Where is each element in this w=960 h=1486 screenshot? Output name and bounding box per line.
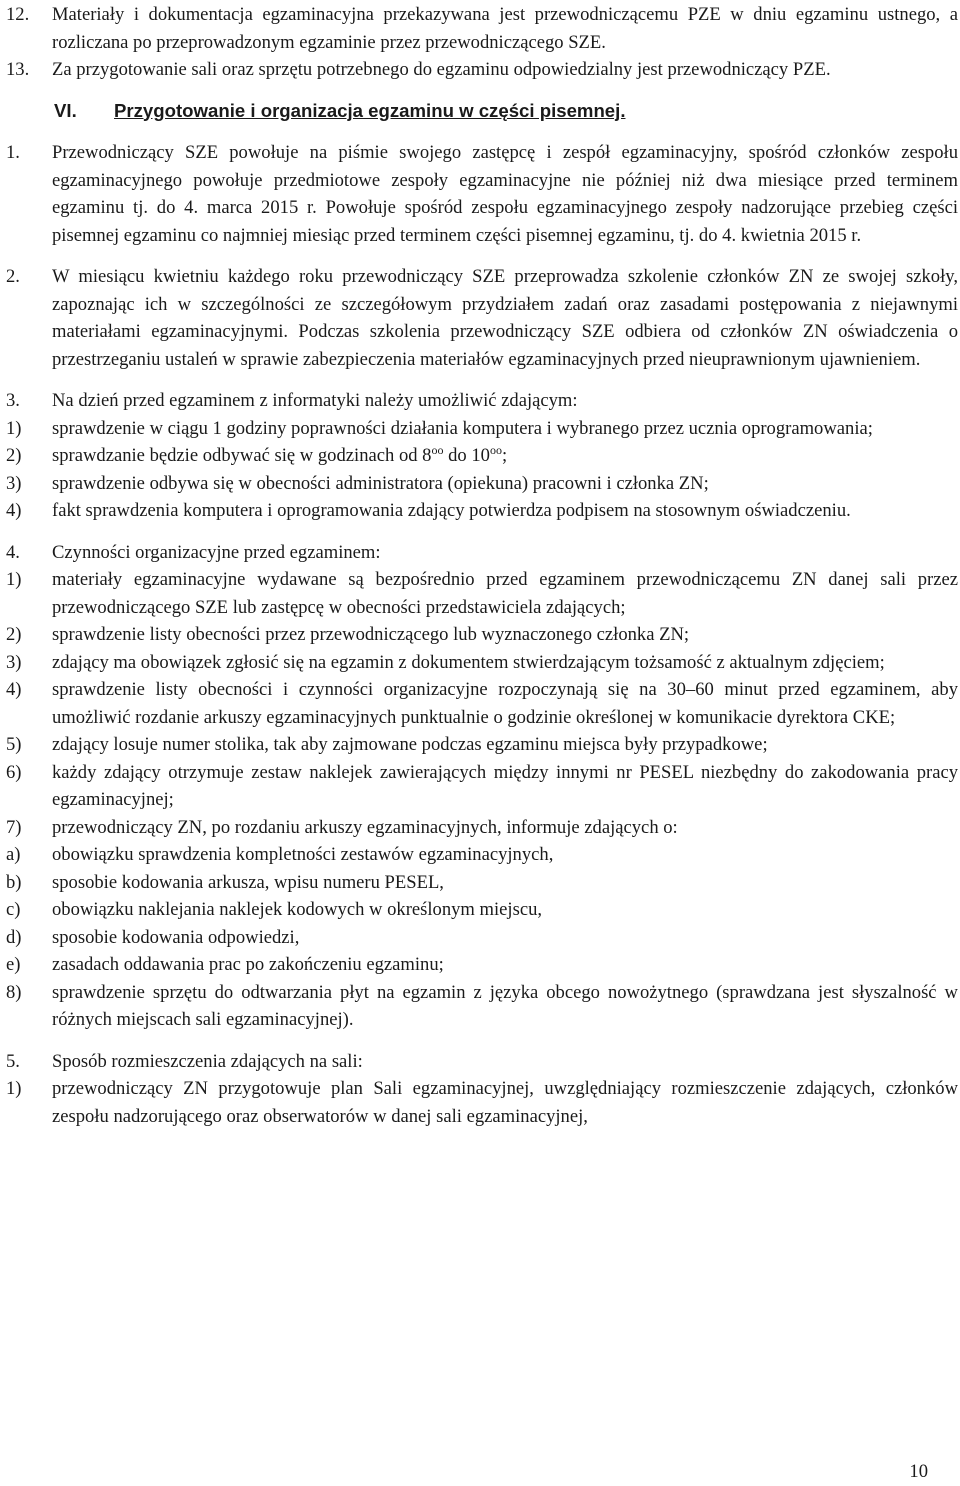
list-item-text: sposobie kodowania odpowiedzi, [52, 926, 300, 948]
document-body [6, 1, 958, 1130]
paragraph-number: 1. [6, 142, 20, 163]
list-item-text: materiały egzaminacyjne wydawane są bezpośrednio przed egzaminem przewodniczącemu ZN danej sali przez przewodniczącego SZE lub zastępcę w obecności przedstawiciela zdających; [52, 569, 958, 618]
paragraph-text: Czynności organizacyjne przed egzaminem: [52, 541, 381, 563]
list-item [6, 841, 958, 869]
item-text: Za przygotowanie sali oraz sprzętu potrzebnego do egzaminu odpowiedzialny jest przewodniczący PZE. [52, 59, 831, 80]
paragraph-1 [6, 139, 958, 249]
paragraph-2 [6, 263, 958, 373]
paragraph-text: W miesiącu kwietniu każdego roku przewodniczący SZE przeprowadza szkolenie członków ZN ze swojej szkoły, zapoznając ich w szczególności ze szczegółowym przydziałem zadań oraz zasadami postępowania z niejawnymi materiałami egzaminacyjnymi. Podczas szkolenia przewodniczący SZE odbiera od członków ZN oświadczenia o przestrzeganiu ustaleń w sprawie zabezpieczenia materiałów egzaminacyjnych przed nieuprawnionym ujawnieniem. [52, 266, 958, 370]
paragraph-text: Na dzień przed egzaminem z informatyki należy umożliwić zdającym: [52, 390, 578, 411]
paragraph-text: Sposób rozmieszczenia zdających na sali: [52, 1050, 363, 1072]
list-item-number: e) [6, 954, 21, 975]
list-item [6, 979, 958, 1034]
list-item-text: obowiązku naklejania naklejek kodowych w określonym miejscu, [52, 899, 543, 920]
paragraph-number: 3. [6, 390, 20, 411]
list-item [6, 470, 958, 498]
paragraph-4 [6, 539, 958, 567]
item-number: 12. [6, 4, 30, 25]
list-item [6, 924, 958, 952]
list-item-text: zdający ma obowiązek zgłosić się na egzamin z dokumentem stwierdzającym tożsamość z aktualnym zdjęciem; [52, 651, 885, 673]
list-item [6, 497, 958, 525]
list-item [6, 759, 958, 814]
item-12 [6, 1, 958, 56]
list-item-text: fakt sprawdzenia komputera i oprogramowania zdający potwierdza podpisem na stosownym oświadczeniu. [52, 500, 851, 521]
list-item-number: b) [6, 871, 22, 893]
list-item [6, 649, 958, 677]
paragraph-number: 2. [6, 266, 20, 287]
hours-text-end: ; [501, 445, 508, 466]
list-item-number: 3) [6, 472, 22, 494]
hours-text-start: sprawdzanie będzie odbywać się w godzinach od 8 [52, 445, 432, 466]
paragraph-text: Przewodniczący SZE powołuje na piśmie swojego zastępcę i zespół egzaminacyjny, spośród członków zespołu egzaminacyjnego powołuje przedmiotowe zespoły egzaminacyjne nie później niż dwa miesiące przed terminem egzaminu tj. do 4. marca 2015 r. Powołuje spośród zespołu egzaminacyjnego zespoły nadzorujące przebieg części pisemnej egzaminu co najmniej miesiąc przed terminem części pisemnej egzaminu, tj. do 4. kwietnia 2015 r. [52, 142, 958, 246]
list-item-number: 1) [6, 1078, 22, 1099]
section-title: Przygotowanie i organizacja egzaminu w części pisemnej. [114, 99, 626, 121]
list-item [6, 621, 958, 649]
list-item-number: 8) [6, 981, 22, 1003]
list-item [6, 566, 958, 621]
list-item-text: sprawdzenie odbywa się w obecności administratora (opiekuna) pracowni i członka ZN; [52, 472, 709, 494]
list-item-number: c) [6, 899, 21, 920]
list-item-text: zasadach oddawania prac po zakończeniu egzaminu; [52, 954, 444, 975]
paragraph-3 [6, 387, 958, 415]
list-item-number: 3) [6, 651, 22, 673]
item-text: Materiały i dokumentacja egzaminacyjna przekazywana jest przewodniczącemu PZE w dniu egzaminu ustnego, a rozliczana po przeprowadzonym egzaminie przez przewodniczącego SZE. [52, 4, 958, 53]
list-item [6, 676, 958, 731]
paragraph-5 [6, 1048, 958, 1076]
paragraph-number: 5. [6, 1050, 20, 1072]
superscript-minutes: oo [489, 443, 502, 457]
list-item-text: sprawdzenie listy obecności przez przewodniczącego lub wyznaczonego członka ZN; [52, 624, 690, 645]
list-item-text: sprawdzenie sprzętu do odtwarzania płyt na egzamin z języka obcego nowożytnego (sprawdzana jest słyszalność w różnych miejscach sali egzaminacyjnej). [52, 981, 958, 1030]
list-item-text: sposobie kodowania arkusza, wpisu numeru PESEL, [52, 871, 444, 893]
list-item-text: obowiązku sprawdzenia kompletności zestawów egzaminacyjnych, [52, 844, 554, 865]
section-heading-vi [6, 97, 958, 125]
list-item-text: zdający losuje numer stolika, tak aby zajmowane podczas egzaminu miejsca były przypadkowe; [52, 734, 768, 755]
list-item-number: 6) [6, 761, 22, 783]
list-item-number: 7) [6, 816, 22, 838]
list-item [6, 814, 958, 842]
list-item [6, 869, 958, 897]
list-item [6, 896, 958, 924]
list-item-number: 1) [6, 417, 22, 439]
list-item-number: 1) [6, 569, 22, 590]
list-item [6, 731, 958, 759]
list-item [6, 951, 958, 979]
list-item [6, 1075, 958, 1130]
list-item-text [52, 442, 958, 470]
list-item [6, 415, 958, 443]
list-item [6, 442, 958, 470]
item-13 [6, 56, 958, 84]
list-item-text: sprawdzenie listy obecności i czynności organizacyjne rozpoczynają się na 30–60 minut przed egzaminem, aby umożliwić rozdanie arkuszy egzaminacyjnych punktualnie o godzinie określonej w komunikacie dyrektora CKE; [52, 679, 958, 728]
item-number: 13. [6, 59, 30, 80]
hours-text-middle: do 10 [443, 445, 490, 466]
superscript-minutes: oo [431, 443, 444, 457]
list-item-number: 2) [6, 445, 22, 466]
page-number: 10 [909, 1461, 928, 1482]
list-item-number: 5) [6, 734, 22, 755]
list-item-text: przewodniczący ZN przygotowuje plan Sali egzaminacyjnej, uwzględniający rozmieszczenie zdających, członków zespołu nadzorującego oraz obserwatorów w danej sali egzaminacyjnej, [52, 1078, 958, 1127]
list-item-number: a) [6, 844, 21, 865]
list-item-text: przewodniczący ZN, po rozdaniu arkuszy egzaminacyjnych, informuje zdających o: [52, 816, 678, 838]
list-item-text: każdy zdający otrzymuje zestaw naklejek zawierających między innymi nr PESEL niezbędny do zakodowania pracy egzaminacyjnej; [52, 761, 958, 810]
list-item-number: 4) [6, 679, 22, 700]
list-item-number: 4) [6, 500, 22, 521]
list-item-number: d) [6, 926, 22, 948]
paragraph-number: 4. [6, 541, 20, 563]
list-item-text: sprawdzenie w ciągu 1 godziny poprawności działania komputera i wybranego przez ucznia oprogramowania; [52, 417, 873, 439]
list-item-number: 2) [6, 624, 22, 645]
section-number: VI. [54, 99, 77, 121]
